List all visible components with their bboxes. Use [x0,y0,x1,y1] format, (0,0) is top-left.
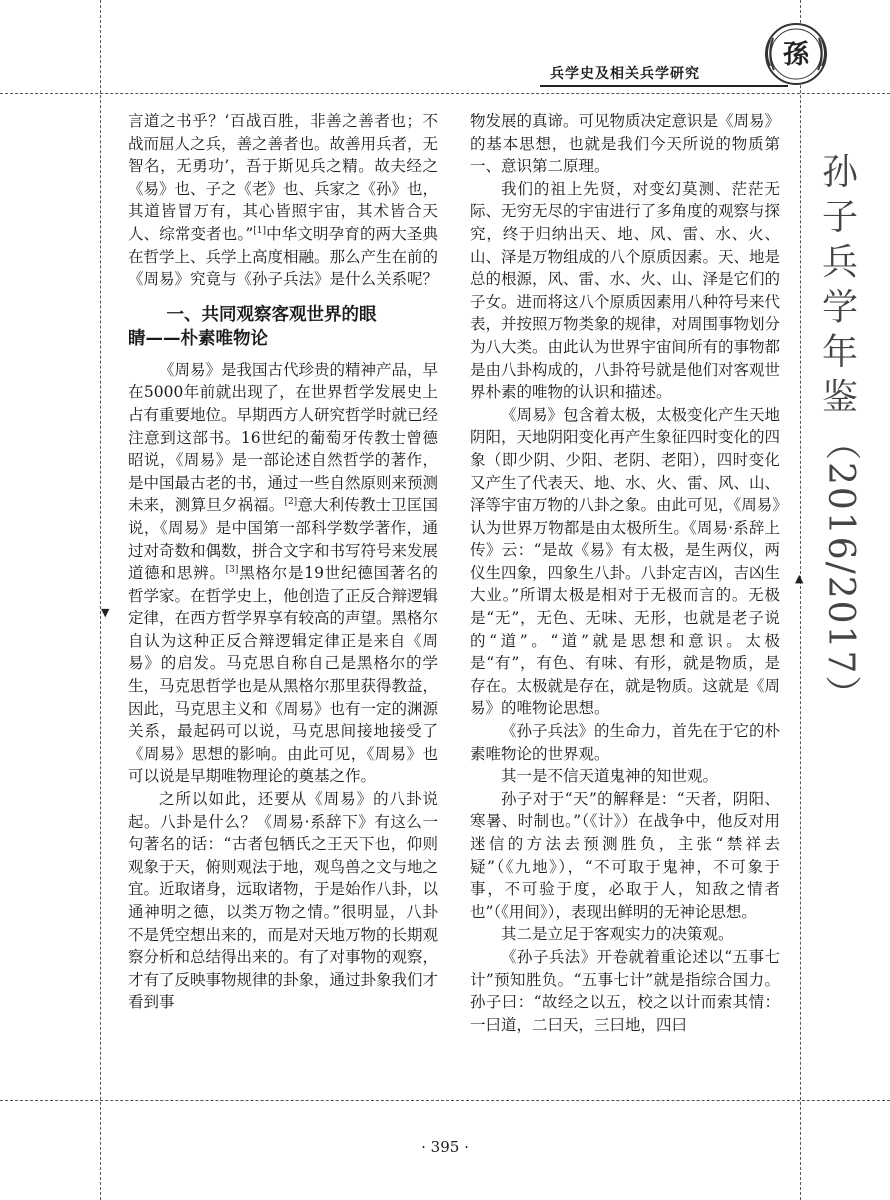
crop-line-left [100,0,101,1200]
crop-line-top [0,93,890,94]
paragraph: 孙子对于“天”的解释是：“天者，阴阳、寒暑、时制也。”（《计》）在战争中，他反对用迷信的方法去预测胜负，主张“禁祥去疑”（《九地》），“不可取于鬼神，不可象于事，不可验于度，必取于人，知敌之情者也”（《用间》），表现出鲜明的无神论思想。 [470,789,780,921]
paragraph: 言道之书乎？‘百战百胜，非善之善者也；不战而屈人之兵，善之善者也。故善用兵者，无智名，无勇功’，吾于斯见兵之精。故夫经之《易》也、子之《老》也、兵家之《孙》也，其道皆冒万有，其心皆照宇宙，其术皆合天人、综常变者也。”[1]中华文明孕育的两大圣典在哲学上、兵学上高度相融。那么产生在前的《周易》究竟与《孙子兵法》是什么关系呢？ [128,112,439,289]
side-title-char: 孙 [821,152,858,193]
side-title-char: 兵 [821,242,858,283]
footnote-marker: [2] [284,497,298,508]
paragraph: 《周易》是我国古代珍贵的精神产品，早在5000年前就出现了，在世界哲学发展史上占有重要地位。早期西方人研究哲学时就已经注意到这部书。16世纪的葡萄牙传教士曾德昭说，《周易》是一部论述自然哲学的著作，是中国最古老的书，通过一些自然原则来预测未来，测算旦夕祸福。[2]意大利传教士卫匡国说，《周易》是中国第一部科学数学著作，通过对奇数和偶数，拼合文字和书写符号来发展道德和思辨。[3]黑格尔是19世纪德国著名的哲学家。在哲学史上，他创造了正反合辩逻辑定律，在西方哲学界享有较高的声望。黑格尔自认为这种正反合辩逻辑定律正是来自《周易》的启发。马克思自称自己是黑格尔的学生，马克思哲学也是从黑格尔那里获得教益，因此，马克思主义和《周易》也有一定的渊源关系，最起码可以说，马克思间接地接受了《周易》思想的影响。由此可见，《周易》也可以说是早期唯物理论的奠基之作。 [128,360,439,786]
section-header: 兵学史及相关兵学研究 [550,66,700,82]
header-rule [540,85,788,87]
paragraph: 我们的祖上先贤，对变幻莫测、茫茫无际、无穷无尽的宇宙进行了多角度的观察与探究，终于归纳出天、地、风、雷、水、火、山、泽是万物组成的八个原质因素。天、地是总的根源，风、雷、水、火、山、泽是它们的子女。进而将这八个原质因素用八种符号来代表，并按照万物类象的规律，对周围事物划分为八大类。由此认为世界宇宙间所有的事物都是由八卦构成的，八卦符号就是他们对客观世界朴素的唯物的认识和描述。 [470,179,781,402]
margin-marker-down-icon: ▼ [101,606,110,619]
margin-marker-up-icon: ▲ [795,572,804,585]
right-column [470,110,780,1036]
footnote-marker: [1] [253,225,266,236]
paragraph: 《孙子兵法》的生命力，首先在于它的朴素唯物论的世界观。 [470,722,781,763]
paragraph: 《孙子兵法》开卷就着重论述以“五事七计”预知胜负。“五事七计”就是指综合国力。孙子曰：“故经之以五，校之以计而索其情：一曰道，二曰天，三曰地，四曰 [470,947,780,1034]
emblem-glyph: 孫 [782,40,810,70]
left-column [128,110,438,1014]
yearbook-emblem-icon [760,18,832,90]
section-heading: 一、共同观察客观世界的眼 睛——朴素唯物论 [128,304,377,349]
paragraph: 物发展的真谛。可见物质决定意识是《周易》的基本思想，也就是我们今天所说的物质第一、意识第二原理。 [470,112,781,176]
paragraph: 其二是立足于客观实力的决策观。 [501,925,734,944]
page-number: · 395 · [421,1138,469,1156]
side-title-char: 鉴 [821,377,858,418]
side-title-char: 学 [821,287,858,328]
crop-line-bottom [0,1100,890,1101]
paragraph: 之所以如此，还要从《周易》的八卦说起。八卦是什么？《周易·系辞下》有这么一句著名的话：“古者包牺氏之王天下也，仰则观象于天，俯则观法于地，观鸟兽之文与地之宜。近取诸身，远取诸物，于是始作八卦，以通神明之德，以类万物之情。”很明显，八卦不是凭空想出来的，而是对天地万物的长期观察分析和总结得出来的。有了对事物的观察，才有了反映事物规律的卦象，通过卦象我们才看到事 [128,790,439,1012]
side-title-year: （2016/2017） [820,424,861,714]
paragraph: 其一是不信天道鬼神的知世观。 [501,767,719,786]
crop-line-right [800,0,801,1200]
footnote-marker: [3] [225,565,239,576]
paragraph: 《周易》包含着太极，太极变化产生天地阴阳，天地阴阳变化再产生象征四时变化的四象（即少阴、少阳、老阴、老阳），四时变化又产生了代表天、地、水、火、雷、风、山、泽等宇宙万物的八卦之象。由此可见，《周易》认为世界万物都是由太极所生。《周易·系辞上传》云：“是故《易》有太极，是生两仪，两仪生四象，四象生八卦。八卦定吉凶，吉凶生大业。”所谓太极是相对于无极而言的。无极是“无”，无色、无味、无形，也就是老子说的“道”。“道”就是思想和意识。太极是“有”，有色、有味、有形，就是物质，是存在。太极就是存在，就是物质。这就是《周易》的唯物论思想。 [470,405,781,718]
side-title-char: 年 [821,332,858,373]
yearbook-side-title [812,150,868,714]
side-title-char: 子 [821,197,858,238]
